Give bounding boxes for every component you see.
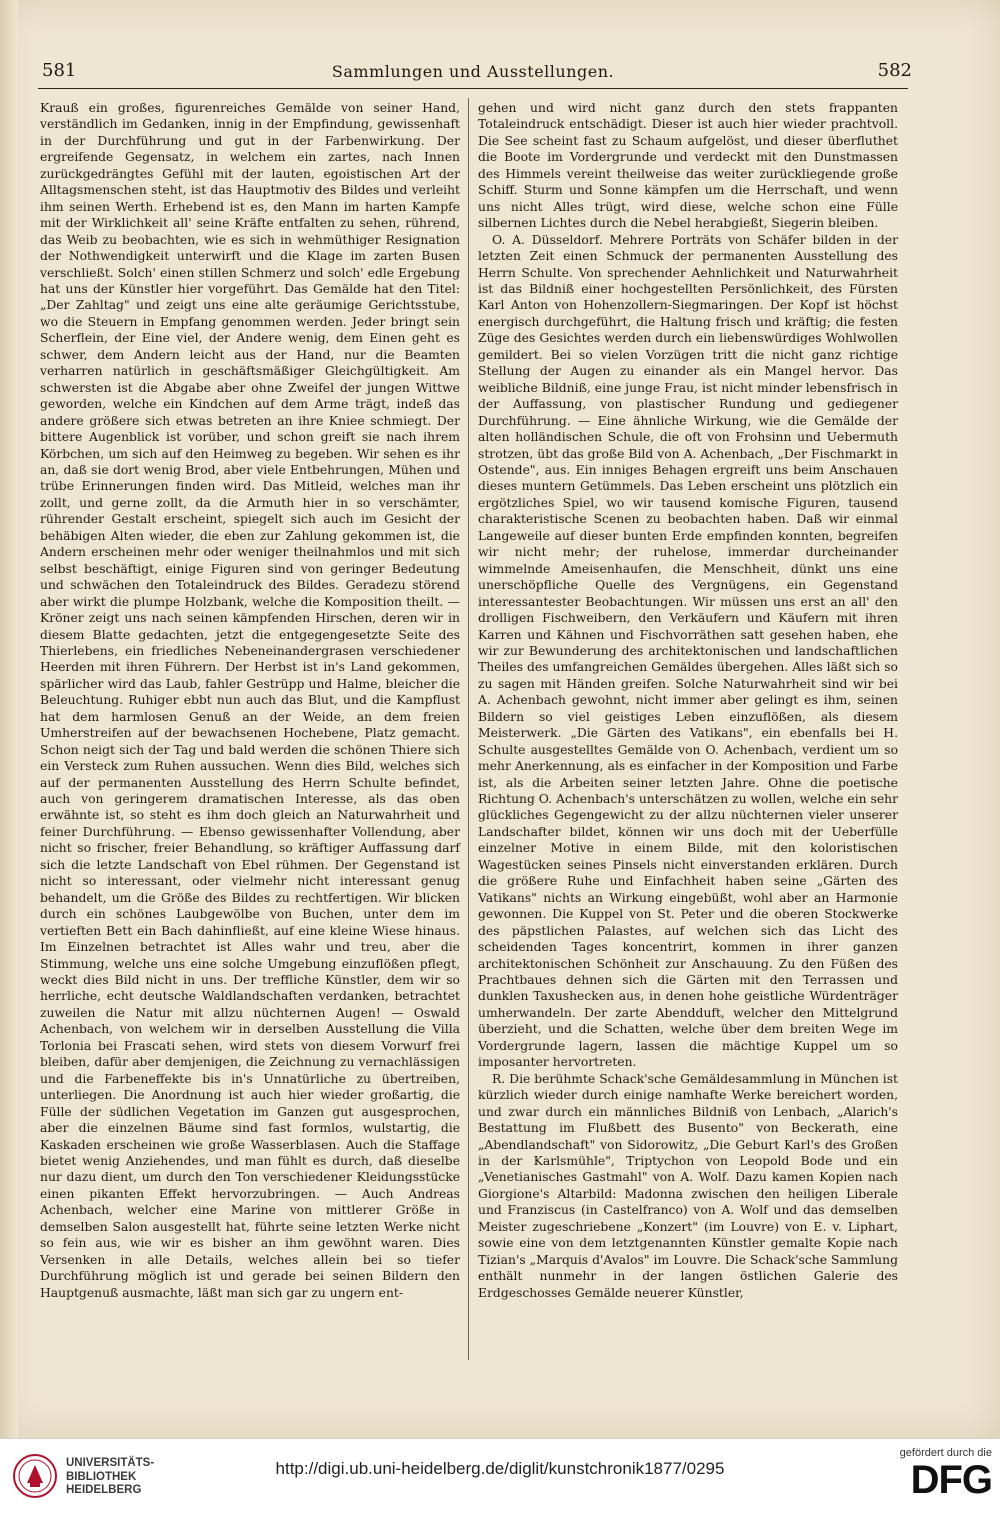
page-number-left: 581	[42, 60, 77, 81]
sponsor-text: gefördert durch die	[899, 1447, 992, 1459]
column-divider	[468, 98, 469, 1360]
right-paragraph-1: gehen und wird nicht ganz durch den stets frappanten Totaleindruck entschädigt. Dieser ist auch hier wieder prachtvoll. Die See scheint fast zu Schaum aufgelöst, und dieser überfluthet die Boote im Vordergrunde und verdeckt mit den Dunstmassen des Himmels vereint theilweise das weiter zurückliegende große Schiff. Sturm und Sonne kämpfen um die Herrschaft, und wenn uns nicht Alles trügt, wird diese, welche schon eine Fülle silbernen Lichtes durch die Nebel herabgießt, Siegerin bleiben.	[478, 101, 898, 231]
permalink-url[interactable]: http://digi.ub.uni-heidelberg.de/diglit/kunstchronik1877/0295	[275, 1459, 725, 1478]
dfg-wordmark: DFG	[910, 1458, 992, 1502]
right-paragraph-2: O. A. Düsseldorf. Mehrere Porträts von Schäfer bilden in der letzten Zeit einen Schmuck der permanenten Ausstellung des Herrn Schulte. Von sprechender Aehnlichkeit und Naturwahrheit ist das Bildniß einer hochgestellten Persönlichkeit, des Fürsten Karl Anton von Hohenzollern-Siegmaringen. Der Kopf ist höchst energisch durchgeführt, die Haltung frisch und kräftig; die festen Züge des Gesichtes werden durch ein liebenswürdiges Wohlwollen gemildert. Bei so vielen Vorzügen tritt die nicht ganz richtige Stellung der Augen zu einander als ein Mangel hervor. Das weibliche Bildniß, eine junge Frau, ist nicht minder lebensfrisch in der Auffassung, von plastischer Rundung und gediegener Durchführung. — Eine ähnliche Wirkung, wie die Gemälde der alten holländischen Schule, die oft von Frohsinn und Uebermuth strotzen, übt das große Bild von A. Achenbach, „Der Fischmarkt in Ostende", aus. Ein inniges Behagen ergreift uns beim Anschauen dieses muntern Getümmels. Das Leben erscheint uns plötzlich ein ergötzliches Spiel, wo wir tausend komische Figuren, tausend charakteristische Scenen zu beobachten haben. Daß wir einmal Langeweile auf dieser bunten Erde empfinden konnten, begreifen wir nicht mehr; der ruhelose, immerdar durcheinander wimmelnde Ameisenhaufen, die Menschheit, dünkt uns eine unerschöpfliche Quelle des Vergnügens, ein Gegenstand interessantester Beobachtungen. Wir müssen uns erst an all' den drolligen Fischweibern, den Verkäufern und Käufern mit ihren Karren und Kähnen und Fischvorräthen satt gesehen haben, ehe wir zur Bewunderung des architektonischen und landschaftlichen Theiles des umfangreichen Gemäldes übergehen. Alles läßt sich so zu sagen mit Händen greifen. Solche Naturwahrheit sind wir bei A. Achenbach gewohnt, nicht immer aber gelingt es ihm, seinen Bildern so viel geistiges Leben einzuflößen, als diesem Meisterwerk. „Die Gärten des Vatikans", ein ebenfalls bei H. Schulte ausgestelltes Gemälde von O. Achenbach, verdient um so mehr Anerkennung, als es einfacher in der Komposition und Farbe ist, als die Arbeiten seiner letzten Jahre. Ohne die poetische Richtung O. Achenbach's unterschätzen zu wollen, welche ein sehr glückliches Gegengewicht zu der allzu nüchternen vieler unserer Landschafter bildet, können wir uns doch mit der Ueberfülle einzelner Motive in einem Bilde, mit den koloristischen Wagestücken seines Pinsels nicht einverstanden erklären. Durch die größere Ruhe und Einfachheit haben seine „Gärten des Vatikans" nichts an Wirkung eingebüßt, wohl aber an Harmonie gewonnen. Die Kuppel von St. Peter und die oberen Stockwerke des päpstlichen Palastes, auf welchen sich das Licht des scheidenden Tages koncentrirt, kommen in ihrer ganzen architektonischen Schönheit zur Anschauung. Zu den Füßen des Prachtbaues dehnen sich die Gärten mit den Terrassen und dunklen Taxushecken aus, in denen hohe geistliche Würdenträger umherwandeln. Der zarte Abendduft, welcher den Mittelgrund überzieht, und die Schatten, welche über dem breiten Wege im Vordergrunde lagern, lassen die mächtige Kuppel um so imposanter hervortreten.	[478, 232, 899, 1070]
viewer-footer	[0, 1438, 1000, 1513]
right-paragraph-3: R. Die berühmte Schack'sche Gemäldesammlung in München ist kürzlich wieder durch einige namhafte Werke bereichert worden, und zwar durch ein männliches Bildniß von Lenbach, „Alarich's Bestattung im Flußbett des Busento" von Beckerath, eine „Abendlandschaft" von Sidorowitz, „Die Geburt Karl's des Großen in der Karlsmühle", Triptychon von Leopold Bode und ein „Venetianisches Gastmahl" von A. Wolf. Dazu kamen Kopien nach Giorgione's Altarbild: Madonna zwischen den heiligen Liberale und Franziscus (in Castelfranco) von A. Wolf und das demselben Meister zugeschriebene „Konzert" (im Louvre) von E. v. Liphart, sowie eine von dem letztgenannten Künstler gemalte Kopie nach Tizian's „Marquis d'Avalos" im Louvre. Die Schack'sche Sammlung enthält nunmehr in der langen östlichen Galerie des Erdgeschosses Gemälde neuerer Künstler,	[478, 1071, 898, 1300]
library-name-line-1: UNIVERSITÄTS-	[66, 1457, 155, 1469]
library-name-line-3: HEIDELBERG	[66, 1484, 142, 1496]
library-name-line-2: BIBLIOTHEK	[66, 1470, 137, 1483]
right-column	[478, 100, 898, 1301]
running-title: Sammlungen und Ausstellungen.	[331, 62, 615, 81]
running-header	[38, 58, 912, 89]
page-number-right: 582	[877, 60, 912, 81]
left-column	[40, 100, 460, 1301]
left-paragraph-1: Krauß ein großes, figurenreiches Gemälde von seiner Hand, verständlich im Gedanken, innig in der Empfindung, gewissenhaft in der Durchführung und gut in der Farbenwirkung. Der ergreifende Gegensatz, in welchem ein zartes, nach Innen zurückgedrängtes Gefühl mit der lauten, egoistischen Art der Alltagsmenschen steht, ist das Hauptmotiv des Bildes und verleiht ihm seinen Werth. Erhebend ist es, den Mann im harten Kampfe mit der Wirklichkeit all' seine Kräfte entfalten zu sehen, rührend, das Weib zu beobachten, wie es sich in wehmüthiger Resignation der Nothwendigkeit unterwirft und die Klage im zarten Busen verschließt. Solch' einen stillen Schmerz und solch' edle Ergebung hat uns der Künstler hier vorgeführt. Das Gemälde hat den Titel: „Der Zahltag" und zeigt uns eine alte geräumige Gerichtsstube, wo die Steuern in Empfang genommen werden. Jeder bringt sein Scherflein, der Eine viel, der Andere wenig, dem Einen geht es schwer, dem Andern leicht aus der Hand, nur die Beamten verharren natürlich in geschäftsmäßiger Gleichgültigkeit. Am schwersten ist die Abgabe aber ohne Zweifel der jungen Wittwe geworden, welche ein Kindchen auf dem Arme trägt, indeß das andere größere sich etwas betreten an ihre Kniee schmiegt. Der bittere Augenblick ist vorüber, und schon greift sie nach ihrem Körbchen, um sich auf den Heimweg zu begeben. Wir sehen es ihr an, daß sie dort wenig Brod, aber viele Entbehrungen, Mühen und trübe Erinnerungen finden wird. Das Mitleid, welches man ihr zollt, und gerne zollt, da die Armuth hier in so verschämter, rührender Gestalt erscheint, spiegelt sich auch im Gesicht der behäbigen Alten wieder, die eben zur Zahlung gekommen ist, die Andern erscheinen mehr oder weniger theilnahmlos und mit sich selbst beschäftigt, einige Figuren sind von geringer Bedeutung und schwächen den Totaleindruck des Bildes. Geradezu störend aber wirkt die plumpe Holzbank, welche die Komposition theilt. — Kröner zeigt uns nach seinen kämpfenden Hirschen, deren wir in diesem Blatte gedachten, jetzt die entgegengesetzte Seite des Thierlebens, ein friedliches Nebeneinandergrasen verschiedener Heerden mit ihren Führern. Der Herbst ist in's Land gekommen, spärlicher wird das Laub, fahler Gestrüpp und Halme, bleicher die Beleuchtung. Ruhiger ebbt nun auch das Blut, und die Kampflust hat dem harmlosen Genuß an der Weide, an dem freien Umherstreifen auf der bewachsenen Hochebene, Platz gemacht. Schon neigt sich der Tag und bald werden die schönen Thiere sich ein Versteck zum Ruhen aussuchen. Wenn dies Bild, welches sich auf der permanenten Ausstellung des Herrn Schulte befindet, auch von geringerem dramatischen Interesse, als das oben erwähnte ist, so steht es ihm doch gleich an Naturwahrheit und feiner Durchführung. — Ebenso gewissenhafter Vollendung, aber nicht so frischer, freier Behandlung, so kräftiger Auffassung darf sich die letzte Landschaft von Ebel rühmen. Der Gegenstand ist nicht so interessant, oder vielmehr nicht interessant genug behandelt, um die Größe des Bildes zu rechtfertigen. Wir blicken durch ein schönes Laubgewölbe von Buchen, unter dem im vertieften Bett ein Bach dahinfließt, auf eine kleine Wiese hinaus. Im Einzelnen betrachtet ist Alles wahr und treu, aber die Stimmung, welche uns eine solche Umgebung einzuflößen pflegt, weckt dies Bild nicht in uns. Der treffliche Künstler, dem wir so herrliche, echt deutsche Waldlandschaften verdanken, betrachtet zuweilen die Natur mit allzu nüchternen Augen! — Oswald Achenbach, von welchem wir in derselben Ausstellung die Villa Torlonia bei Frascati sehen, wird stets von diesem Vorwurf frei bleiben, dafür aber demjenigen, die Zeichnung zu vernachlässigen und die Farbeneffekte bis in's Unnatürliche zu übertreiben, unterliegen. Die Anordnung ist auch hier wieder großartig, die Fülle der südlichen Vegetation im Ganzen gut ausgesprochen, aber die einzelnen Bäume sind fast formlos, wulstartig, die Kaskaden erscheinen wie große Wasserblasen. Auch die Staffage bietet wenig Anziehendes, und man fühlt es durch, daß dieselbe nur dazu dient, um durch den Ton verschiedener Kleidungsstücke einen pikanten Effekt hervorzubringen. — Auch Andreas Achenbach, welcher eine Marine von mittlerer Größe in demselben Salon ausgestellt hat, führte seine letzten Werke nicht so fein aus, wie wir es bisher an ihm gewöhnt waren. Dies Versenken in alle Details, welches allein bei so tiefer Durchführung möglich ist und gerade bei seinen Bildern den Hauptgenuß ausmachte, läßt man sich gar zu ungern ent-	[40, 101, 460, 1300]
dfg-logo[interactable]	[874, 1447, 992, 1507]
